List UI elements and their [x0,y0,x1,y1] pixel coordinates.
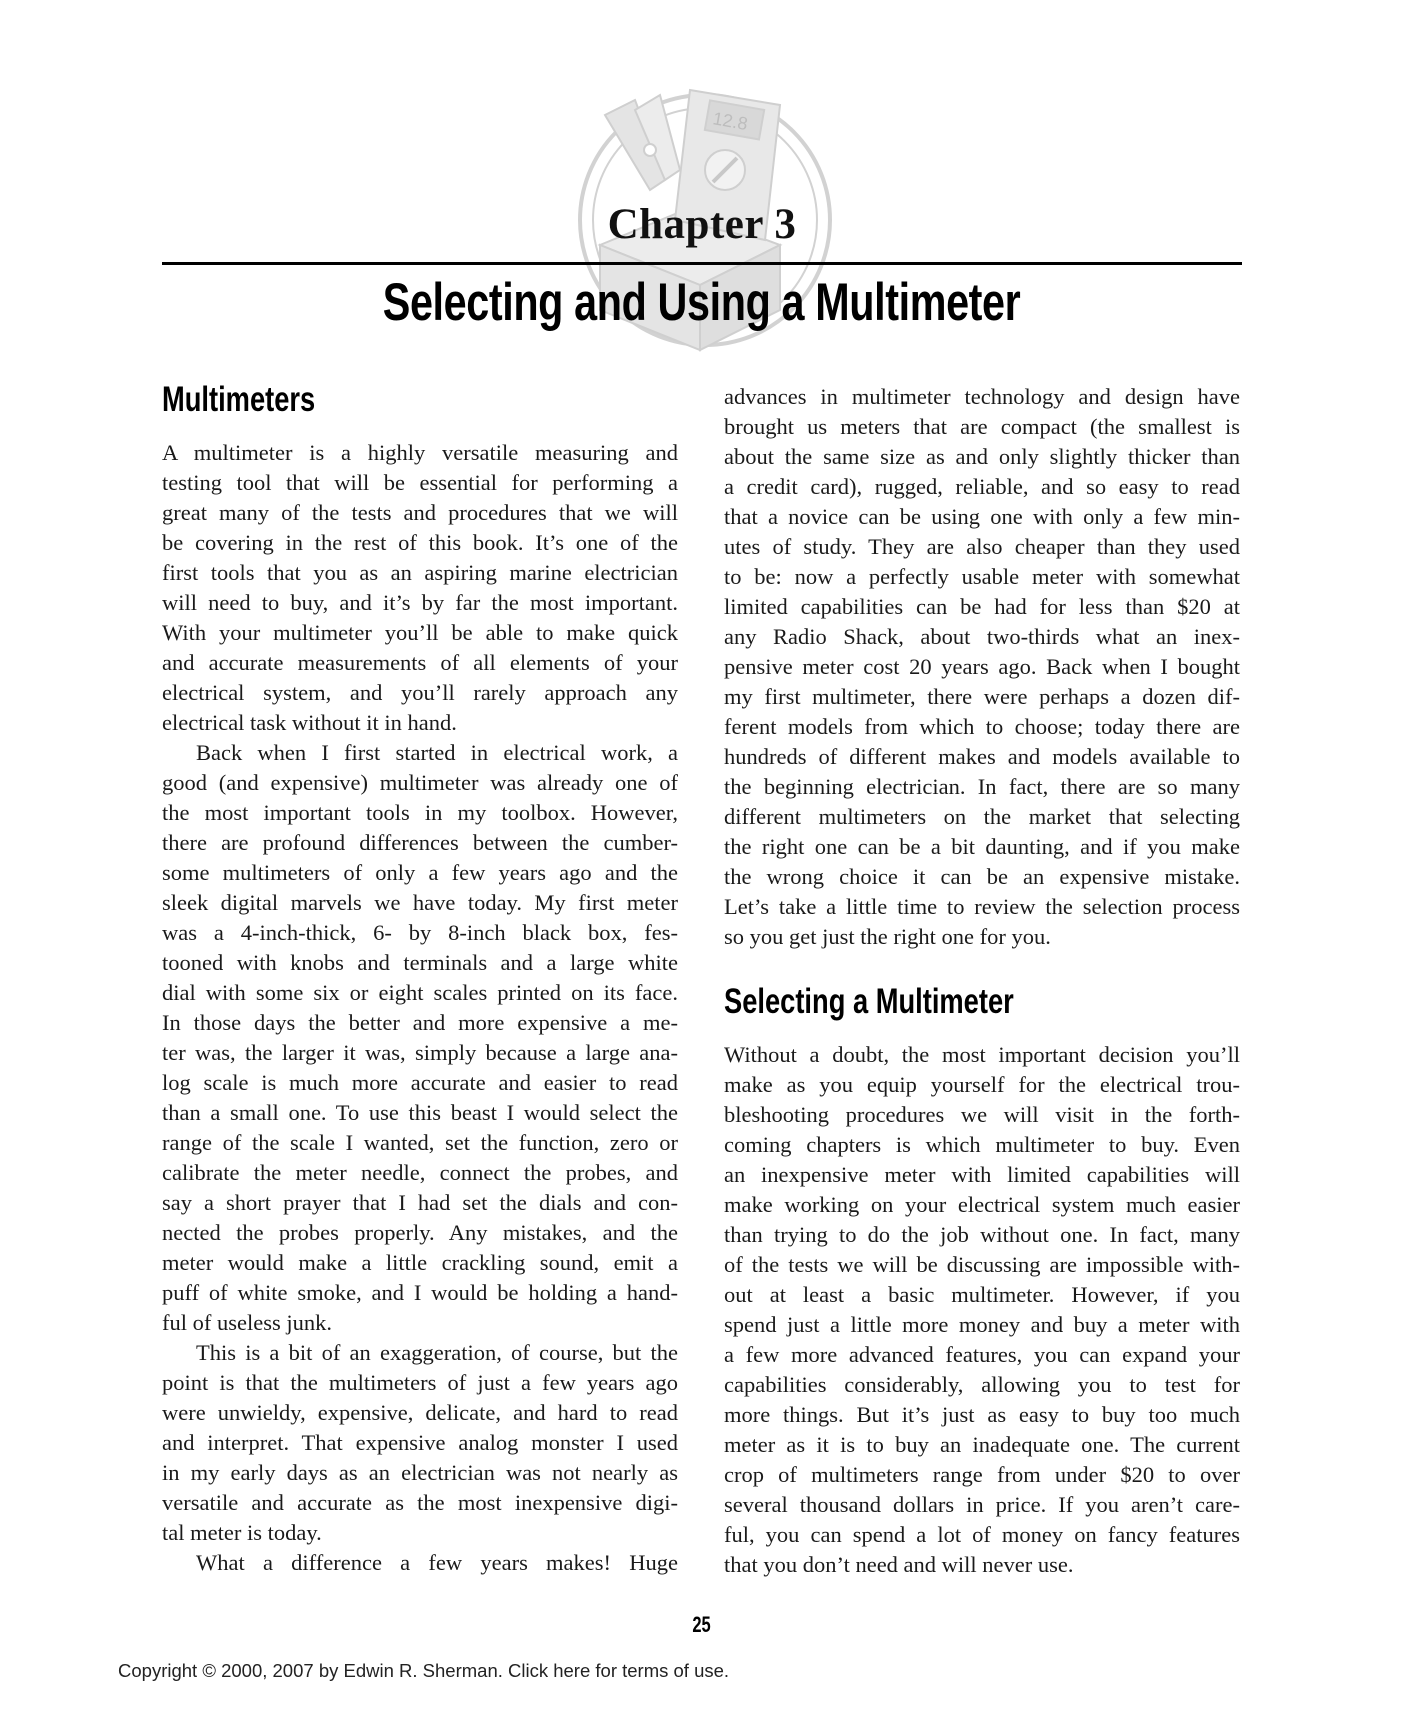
text-line: than trying to do the job without one. In fact, many [724,1222,1240,1247]
text-line: limited capabilities can be had for less than $20 at [724,594,1240,619]
section-heading-selecting-a-multimeter: Selecting a Multimeter [724,982,1014,1021]
text-line: What a difference a few years makes! Huge [196,1550,678,1575]
right-column-body-selecting [724,1040,1240,1580]
text-line: out at least a basic multimeter. However, if you [724,1282,1240,1307]
text-line: any Radio Shack, about two-thirds what an inex- [724,624,1240,649]
text-line: pensive meter cost 20 years ago. Back when I bought [724,654,1240,679]
text-line: ter was, the larger it was, simply because a large ana- [162,1040,678,1065]
text-line: an inexpensive meter with limited capabilities will [724,1162,1240,1187]
left-column [162,380,678,1578]
text-line: ful, you can spend a lot of money on fancy features [724,1522,1240,1547]
right-column-body-continued [724,382,1240,952]
text-line: utes of study. They are also cheaper than they used [724,534,1240,559]
text-line: electrical task without it in hand. [162,710,457,735]
left-column-body [162,438,678,1578]
text-line: meter would make a little crackling sound, emit a [162,1250,678,1275]
text-line: In those days the better and more expensive a me- [162,1010,678,1035]
text-line: some multimeters of only a few years ago and the [162,860,678,885]
text-line: than a small one. To use this beast I would select the [162,1100,678,1125]
text-line: Back when I first started in electrical work, a [196,740,678,765]
text-line: versatile and accurate as the most inexpensive digi- [162,1490,678,1515]
text-line: more things. But it’s just as easy to buy too much [724,1402,1240,1427]
text-line: ful of useless junk. [162,1310,332,1335]
chapter-label: Chapter 3 [607,201,797,248]
text-line: there are profound differences between the cumber- [162,830,678,855]
text-line: range of the scale I wanted, set the function, zero or [162,1130,678,1155]
text-line: meter as it is to buy an inadequate one. The current [724,1432,1240,1457]
text-line: ferent models from which to choose; today there are [724,714,1240,739]
text-line: that you don’t need and will never use. [724,1552,1074,1577]
text-line: testing tool that will be essential for performing a [162,470,678,495]
text-line: and interpret. That expensive analog monster I used [162,1430,678,1455]
text-line: that a novice can be using one with only a few min- [724,504,1240,529]
copyright-link[interactable]: Copyright © 2000, 2007 by Edwin R. Sherman. Click here for terms of use. [118,1660,730,1681]
text-line: This is a bit of an exaggeration, of course, but the [196,1340,678,1365]
text-line: of the tests we will be discussing are impossible with- [724,1252,1240,1277]
text-line: first tools that you as an aspiring marine electrician [162,560,678,585]
text-line: several thousand dollars in price. If you aren’t care- [724,1492,1240,1517]
text-line: calibrate the meter needle, connect the probes, and [162,1160,678,1185]
text-line: electrical system, and you’ll rarely approach any [162,680,678,705]
text-line: puff of white smoke, and I would be holding a hand- [162,1280,678,1305]
text-line: in my early days as an electrician was not nearly as [162,1460,678,1485]
text-line: the wrong choice it can be an expensive mistake. [724,864,1240,889]
text-line: to be: now a perfectly usable meter with somewhat [724,564,1240,589]
text-line: say a short prayer that I had set the dials and con- [162,1190,678,1215]
text-line: a credit card), rugged, reliable, and so easy to read [724,474,1240,499]
text-line: hundreds of different makes and models available to [724,744,1240,769]
svg-text:12.8: 12.8 [711,108,750,135]
text-line: the beginning electrician. In fact, there are so many [724,774,1240,799]
text-line: so you get just the right one for you. [724,924,1051,949]
text-line: crop of multimeters range from under $20 to over [724,1462,1240,1487]
text-line: With your multimeter you’ll be able to make quick [162,620,678,645]
text-line: the right one can be a bit daunting, and if you make [724,834,1240,859]
text-line: point is that the multimeters of just a few years ago [162,1370,678,1395]
text-line: capabilities considerably, allowing you to test for [724,1372,1240,1397]
text-line: brought us meters that are compact (the smallest is [724,414,1240,439]
text-line: coming chapters is which multimeter to buy. Even [724,1132,1240,1157]
text-line: tooned with knobs and terminals and a large white [162,950,678,975]
text-line: Without a doubt, the most important decision you’ll [724,1042,1240,1067]
text-line: different multimeters on the market that selecting [724,804,1240,829]
text-line: tal meter is today. [162,1520,322,1545]
section-heading-multimeters: Multimeters [162,380,316,419]
text-line: will need to buy, and it’s by far the most important. [162,590,678,615]
text-line: dial with some six or eight scales printed on its face. [162,980,678,1005]
chapter-title: Selecting and Using a Multimeter [382,273,1021,332]
text-line: be covering in the rest of this book. It’s one of the [162,530,678,555]
text-line: make as you equip yourself for the electrical trou- [724,1072,1240,1097]
chapter-rule [162,262,1242,265]
text-line: the most important tools in my toolbox. However, [162,800,678,825]
page-number: 25 [692,1612,711,1637]
text-line: bleshooting procedures we will visit in the forth- [724,1102,1240,1127]
text-line: A multimeter is a highly versatile measuring and [162,440,678,465]
text-line: was a 4-inch-thick, 6- by 8-inch black box, fes- [162,920,678,945]
text-line: advances in multimeter technology and design have [724,384,1240,409]
text-line: my first multimeter, there were perhaps a dozen dif- [724,684,1240,709]
text-line: Let’s take a little time to review the selection process [724,894,1240,919]
right-column [724,382,1240,1580]
text-line: great many of the tests and procedures that we will [162,500,678,525]
text-line: were unwieldy, expensive, delicate, and hard to read [162,1400,678,1425]
text-line: and accurate measurements of all elements of your [162,650,678,675]
text-line: about the same size as and only slightly thicker than [724,444,1240,469]
text-line: log scale is much more accurate and easier to read [162,1070,678,1095]
text-line: make working on your electrical system much easier [724,1192,1240,1217]
text-line: sleek digital marvels we have today. My first meter [162,890,678,915]
text-line: nected the probes properly. Any mistakes, and the [162,1220,678,1245]
text-line: good (and expensive) multimeter was already one of [162,770,678,795]
text-line: spend just a little more money and buy a meter with [724,1312,1240,1337]
text-line: a few more advanced features, you can expand your [724,1342,1240,1367]
